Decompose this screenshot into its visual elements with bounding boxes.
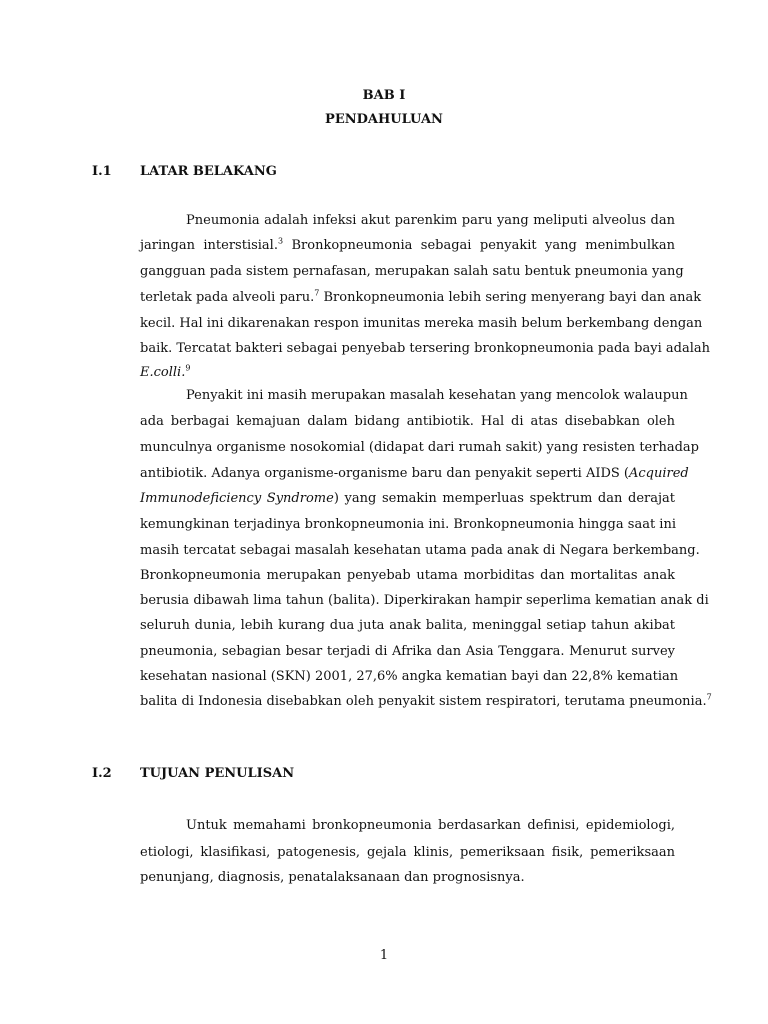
paragraph-line: kemungkinan terjadinya bronkopneumonia ini. Bronkopneumonia hingga saat ini (140, 517, 676, 532)
paragraph-line: jaringan interstisial.$^3$ Bronkopneumonia sebagai penyakit yang menimbulkan (140, 236, 675, 253)
footnote-ref: 7 (706, 692, 712, 702)
chapter-title: PENDAHULUAN (325, 112, 443, 127)
chapter-label: BAB I (362, 88, 406, 103)
section-title: LATAR BELAKANG (140, 164, 277, 179)
paragraph-line: berusia dibawah lima tahun (balita). Diperkirakan hampir seperlima kematian anak di (140, 593, 709, 608)
footnote-ref: 7 (314, 288, 320, 298)
paragraph-line: Pneumonia adalah infeksi akut parenkim paru yang meliputi alveolus dan (186, 213, 675, 228)
footnote-ref: 9 (185, 363, 191, 373)
paragraph-line (140, 363, 675, 383)
paragraph-line: penunjang, diagnosis, penatalaksanaan dan prognosisnya. (140, 870, 525, 885)
footnote-ref: 3 (277, 236, 284, 246)
paragraph-line: balita di Indonesia disebabkan oleh penyakit sistem respiratori, terutama pneumonia.$^7$ (140, 692, 712, 709)
paragraph-line: seluruh dunia, lebih kurang dua juta anak balita, meninggal setiap tahun akibat (140, 618, 675, 633)
section-number: I.2 (92, 766, 112, 781)
paragraph-line: Penyakit ini masih merupakan masalah kesehatan yang mencolok walaupun (186, 388, 688, 403)
paragraph-line: Untuk memahami bronkopneumonia berdasarkan definisi, epidemiologi, (186, 818, 675, 833)
organism-name: E.colli. (140, 365, 186, 380)
paragraph-line: gangguan pada sistem pernafasan, merupakan salah satu bentuk pneumonia yang (140, 264, 684, 279)
paragraph-line: terletak pada alveoli paru.$^7$ Bronkopneumonia lebih sering menyerang bayi dan anak (140, 288, 702, 305)
paragraph-line: munculnya organisme nosokomial (didapat dari rumah sakit) yang resisten terhadap (140, 440, 699, 455)
paragraph-line: antibiotik. Adanya organisme-organisme baru dan penyakit seperti AIDS (Acquired (140, 466, 689, 481)
section-number: I.1 (92, 164, 112, 179)
paragraph-line: masih tercatat sebagai masalah kesehatan utama pada anak di Negara berkembang. (140, 543, 700, 558)
paragraph-line: kecil. Hal ini dikarenakan respon imunitas mereka masih belum berkembang dengan (140, 316, 703, 331)
paragraph-line: etiologi, klasifikasi, patogenesis, gejala klinis, pemeriksaan fisik, pemeriksaan (140, 845, 675, 860)
paragraph-line: kesehatan nasional (SKN) 2001, 27,6% angka kematian bayi dan 22,8% kematian (140, 669, 679, 684)
section-title: TUJUAN PENULISAN (140, 766, 295, 781)
paragraph-line: ada berbagai kemajuan dalam bidang antibiotik. Hal di atas disebabkan oleh (140, 414, 675, 429)
paragraph-line: Bronkopneumonia merupakan penyebab utama morbiditas dan mortalitas anak (140, 568, 675, 583)
paragraph-line: Immunodeficiency Syndrome) yang semakin memperluas spektrum dan derajat (140, 491, 675, 506)
paragraph-line: baik. Tercatat bakteri sebagai penyebab tersering bronkopneumonia pada bayi adalah (140, 341, 710, 356)
paragraph-line: pneumonia, sebagian besar terjadi di Afrika dan Asia Tenggara. Menurut survey (140, 644, 675, 659)
page-number: 1 (379, 948, 389, 963)
